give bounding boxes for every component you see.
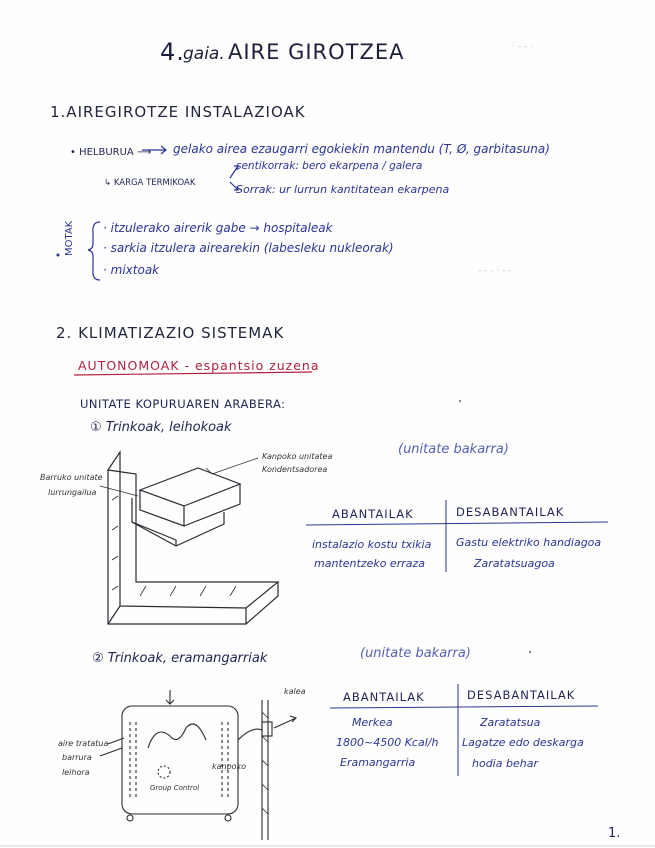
motak-brace <box>88 222 100 280</box>
case1-table-lines <box>306 500 608 572</box>
case2-label-left-2: barrura <box>62 753 92 762</box>
autonomoak-subheading: AUTONOMOAK - espantsio zuzena <box>78 358 320 373</box>
case2-label-left-3: leihora <box>62 768 90 777</box>
karga-arrow-down-icon <box>230 182 238 190</box>
title-gaia: gaia. <box>183 44 225 64</box>
case1-table-header-2: DESABANTAILAK <box>456 505 565 519</box>
section1-heading: 1.AIREGIROTZE INSTALAZIOAK <box>50 103 306 121</box>
case2-cell-r1c2: Zaratatsua <box>480 716 541 729</box>
karga-arrow-up-icon <box>230 166 238 178</box>
case1-label-right-2: Kondentsadorea <box>262 465 328 474</box>
case2-label-kalea: kalea <box>284 687 306 696</box>
case2-label-unit: Group Control <box>150 784 200 792</box>
karga-sorrak: Sorrak: ur lurrun kantitatean ekarpena <box>236 183 450 196</box>
section2-heading: 2. KLIMATIZAZIO SISTEMAK <box>56 324 285 342</box>
case2-cell-r2c2: Lagatze edo deskarga <box>462 736 584 749</box>
case1-cell-r2c2: Zaratatsuagoa <box>474 557 555 570</box>
motak-item-2: · sarkia itzulera airearekin (labesleku nukleorak) <box>103 241 394 255</box>
window-ac-drawing <box>100 452 278 624</box>
motak-item-1: · itzulerako airerik gabe → hospitaleak <box>103 221 333 235</box>
case2-label-mid: kanpoko <box>212 762 247 771</box>
karga-label: ↳ KARGA TERMIKOAK <box>104 178 196 188</box>
case2-table-lines <box>330 684 598 776</box>
helburua-label: • HELBURUA ⟶ <box>70 147 152 158</box>
karga-sentikorrak: sentikorrak: bero ekarpena / galera <box>236 160 423 172</box>
case1-cell-r1c1: instalazio kostu txikia <box>312 538 432 551</box>
case2-cell-r1c1: Merkea <box>352 716 393 729</box>
faint-mark-mid: - - - · - - <box>478 266 512 276</box>
case1-note: (unitate bakarra) <box>398 442 509 457</box>
case1-label-left-2: lurrungailua <box>48 488 97 497</box>
case2-cell-r2c1: 1800~4500 Kcal/h <box>336 736 439 749</box>
case1-label-right-1: Kanpoko unitatea <box>262 452 333 461</box>
case1-cell-r2c1: mantentzeko erraza <box>314 557 425 570</box>
stray-mark <box>459 400 461 402</box>
autonomoak-underline <box>74 372 312 375</box>
portable-ac-drawing <box>100 690 296 840</box>
title-number: 4. <box>160 38 185 66</box>
case2-cell-r3c1: Eramangarria <box>340 756 416 769</box>
page-number: 1. <box>608 826 621 841</box>
case2-table-header-1: ABANTAILAK <box>343 690 425 704</box>
case2-cell-r3c2: hodia behar <box>472 757 538 770</box>
case1-label-left-1: Barruko unitate <box>40 473 103 482</box>
case2-title: ② Trinkoak, eramangarriak <box>92 651 268 666</box>
page-title: AIRE GIROTZEA <box>228 40 405 64</box>
helburua-text: gelako airea ezaugarri egokiekin mantendu (T, Ø, garbitasuna) <box>173 142 550 156</box>
case1-table-header-1: ABANTAILAK <box>332 507 414 521</box>
case2-table-header-2: DESABANTAILAK <box>467 688 576 702</box>
motak-label: MOTAK <box>64 220 75 256</box>
helburua-arrow-icon <box>142 146 166 154</box>
unitate-heading: UNITATE KOPURUAREN ARABERA: <box>80 397 286 411</box>
case1-cell-r1c2: Gastu elektriko handiagoa <box>456 536 602 549</box>
case2-note: (unitate bakarra) <box>360 646 471 661</box>
stray-mark-2 <box>529 651 531 653</box>
faint-mark-top: · - - · <box>512 42 533 52</box>
motak-item-3: · mixtoak <box>103 263 160 277</box>
motak-bullet <box>57 254 60 257</box>
case2-label-left-1: aire tratatua <box>58 739 109 748</box>
case1-title: ① Trinkoak, leihokoak <box>90 420 232 435</box>
